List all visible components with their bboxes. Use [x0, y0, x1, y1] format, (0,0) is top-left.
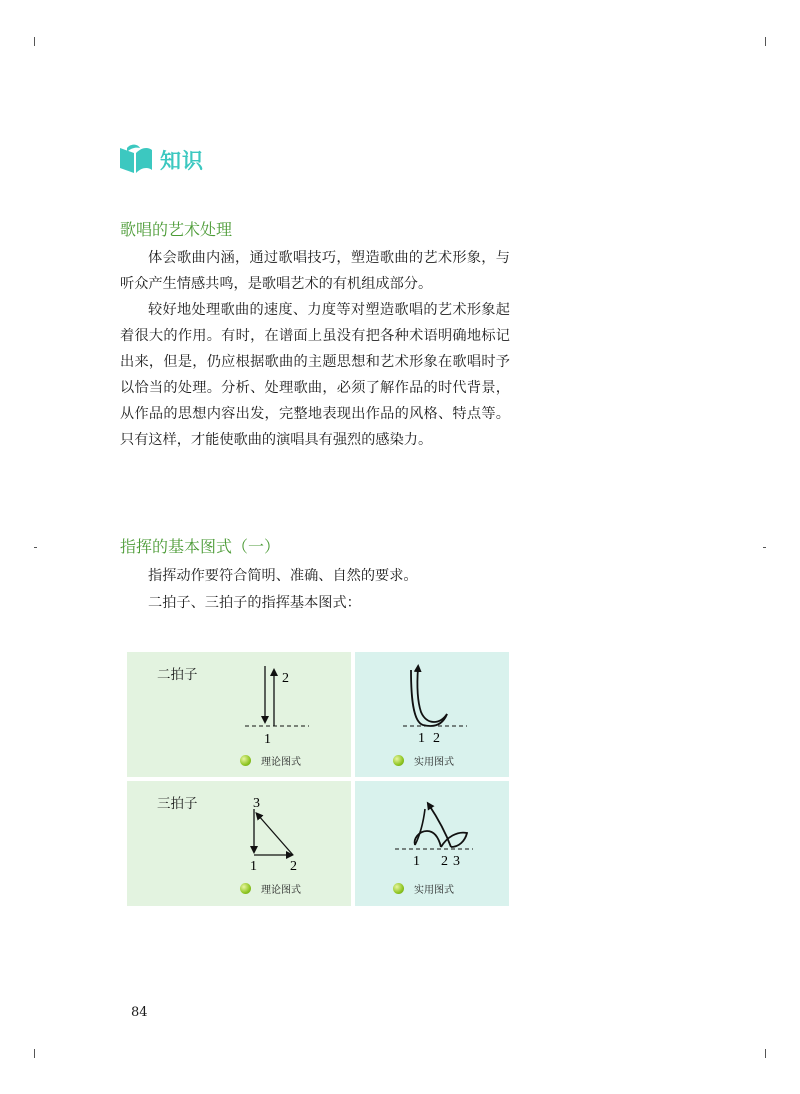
caption-theory: 理论图式 [240, 753, 301, 768]
bullet-dot-icon [393, 755, 404, 766]
three-beat-theory-diagram [127, 781, 351, 906]
theory-cell-three-beat [127, 781, 351, 906]
caption-theory: 理论图式 [240, 881, 301, 896]
beat-label: 1 [413, 854, 420, 869]
text-line: 指挥动作要符合简明、准确、自然的要求。 [148, 568, 418, 584]
beat-label: 3 [253, 796, 260, 811]
crop-mark [763, 547, 766, 548]
beat-label: 1 [264, 732, 271, 747]
caption-practical: 实用图式 [393, 881, 454, 896]
crop-mark [765, 37, 766, 46]
bullet-dot-icon [240, 755, 251, 766]
practical-cell-three-beat [355, 781, 509, 906]
beat-label: 2 [441, 854, 448, 869]
row-label: 三拍子 [157, 796, 198, 812]
section-title: 知识 [160, 149, 204, 173]
topic-heading-singing: 歌唱的艺术处理 [120, 220, 233, 239]
paragraph: 较好地处理歌曲的速度、力度等对塑造歌唱的艺术形象起着很大的作用。有时，在谱面上虽没有把各种术语明确地标记出来，但是，仍应根据歌曲的主题思想和艺术形象在歌唱时予以恰当的处理。分析、处理歌曲，必须了解作品的时代背景，从作品的思想内容出发，完整地表现出作品的风格、特点等。只有这样，才能使歌曲的演唱具有强烈的感染力。 [120, 302, 510, 448]
paragraph: 体会歌曲内涵，通过歌唱技巧，塑造歌曲的艺术形象，与听众产生情感共鸣，是歌唱艺术的有机组成部分。 [120, 250, 510, 292]
text-line: 二拍子、三拍子的指挥基本图式： [148, 595, 361, 611]
page-number: 84 [131, 1005, 148, 1020]
topic-heading-conducting: 指挥的基本图式（一） [120, 537, 281, 556]
row-label: 二拍子 [157, 667, 198, 683]
beat-label: 2 [433, 731, 440, 746]
section-header [118, 143, 204, 177]
crop-mark [765, 1049, 766, 1058]
beat-label: 2 [282, 671, 289, 686]
crop-mark [34, 1049, 35, 1058]
two-beat-theory-diagram [127, 652, 351, 777]
bullet-dot-icon [393, 883, 404, 894]
bullet-dot-icon [240, 883, 251, 894]
theory-cell-two-beat [127, 652, 351, 777]
crop-mark [34, 37, 35, 46]
conducting-pattern-table [127, 652, 509, 906]
beat-label: 1 [418, 731, 425, 746]
caption-practical: 实用图式 [393, 753, 454, 768]
beat-label: 1 [250, 859, 257, 874]
beat-label: 3 [453, 854, 460, 869]
beat-label: 2 [290, 859, 297, 874]
practical-cell-two-beat [355, 652, 509, 777]
crop-mark [34, 547, 37, 548]
book-icon [118, 144, 154, 176]
